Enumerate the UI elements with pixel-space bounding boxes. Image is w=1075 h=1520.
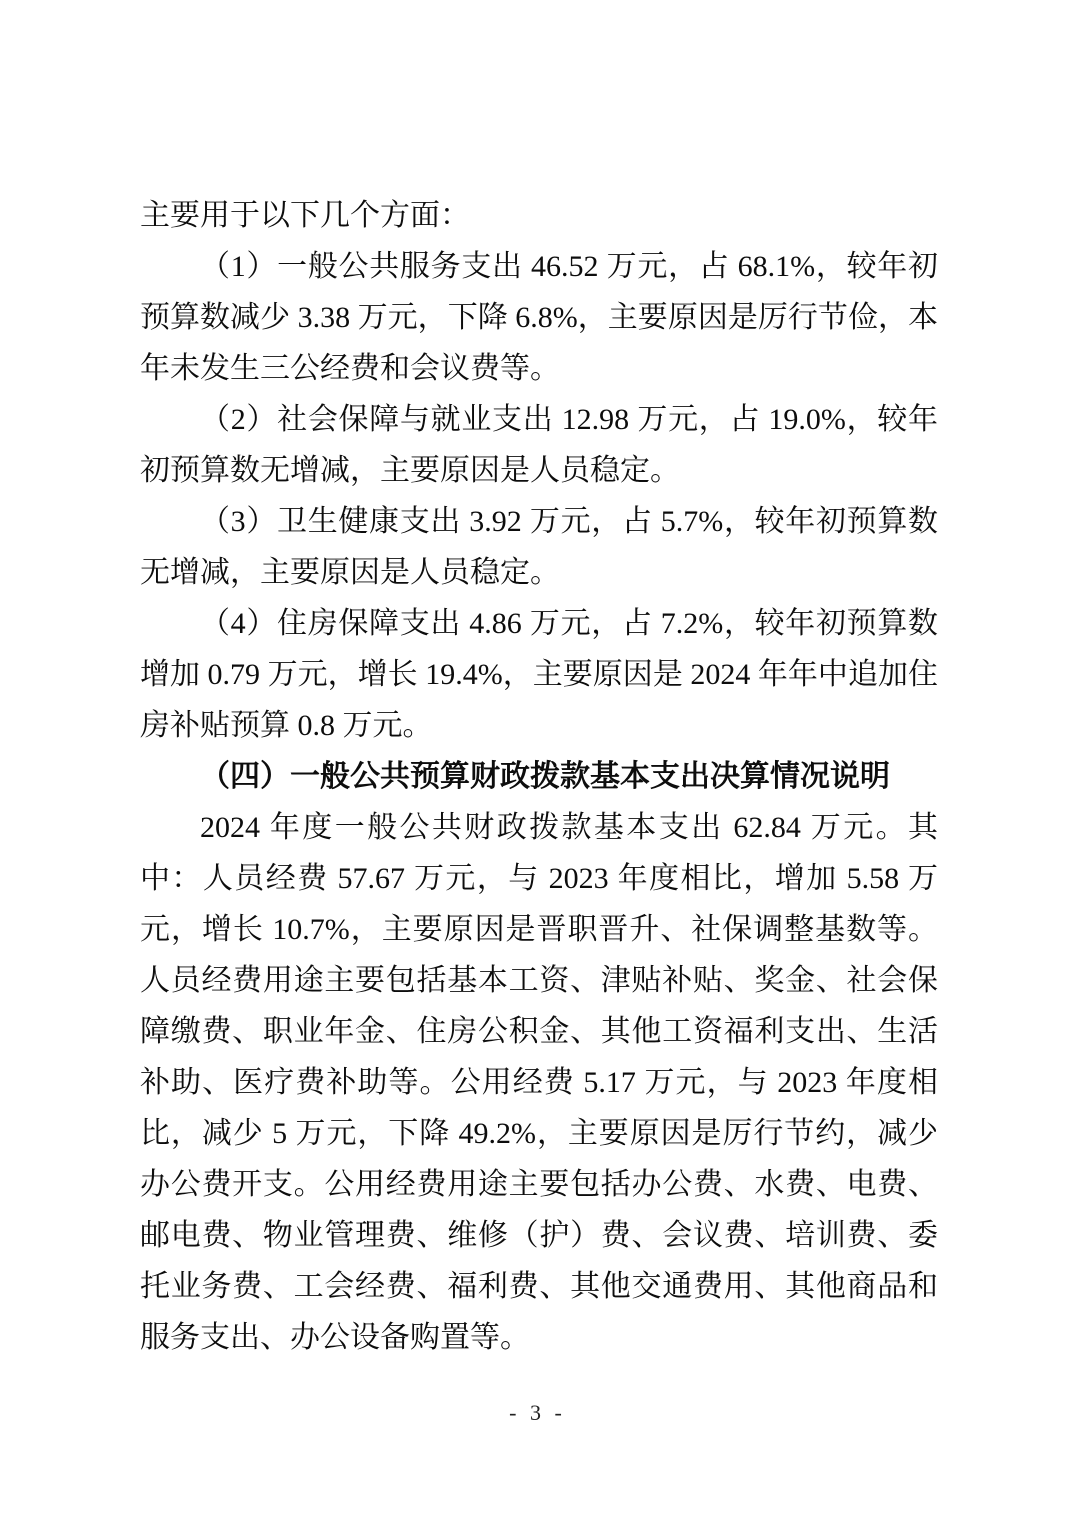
paragraph-item-4-housing-security: （4）住房保障支出 4.86 万元，占 7.2%，较年初预算数增加 0.79 万元，增长 19.4%，主要原因是 2024 年年中追加住房补贴预算 0.8 万元。 [140,607,938,742]
paragraph-item-2-social-security-employment: （2）社会保障与就业支出 12.98 万元，占 19.0%，较年初预算数无增减，主要原因是人员稳定。 [140,403,938,487]
document-body [140,190,938,1363]
paragraph-intro: 主要用于以下几个方面： [140,199,470,232]
section-heading-basic-expenditure: （四）一般公共预算财政拨款基本支出决算情况说明 [200,760,890,793]
paragraph-basic-expenditure-detail: 2024 年度一般公共财政拨款基本支出 62.84 万元。其中：人员经费 57.67 万元，与 2023 年度相比，增加 5.58 万元，增长 10.7%，主要原因是晋职晋升、社保调整基数等。人员经费用途主要包括基本工资、津贴补贴、奖金、社会保障缴费、职业年金、住房公积金、其他工资福利支出、生活补助、医疗费补助等。公用经费 5.17 万元，与 2023 年度相比，减少 5 万元，下降 49.2%，主要原因是厉行节约，减少办公费开支。公用经费用途主要包括办公费、水费、电费、邮电费、物业管理费、维修（护）费、会议费、培训费、委托业务费、工会经费、福利费、其他交通费用、其他商品和服务支出、办公设备购置等。 [140,811,938,1354]
paragraph-item-3-health: （3）卫生健康支出 3.92 万元，占 5.7%，较年初预算数无增减，主要原因是人员稳定。 [140,505,938,589]
page-number: - 3 - [509,1400,566,1425]
paragraph-item-1-general-public-services: （1）一般公共服务支出 46.52 万元，占 68.1%，较年初预算数减少 3.38 万元，下降 6.8%，主要原因是厉行节俭，本年未发生三公经费和会议费等。 [140,250,938,385]
